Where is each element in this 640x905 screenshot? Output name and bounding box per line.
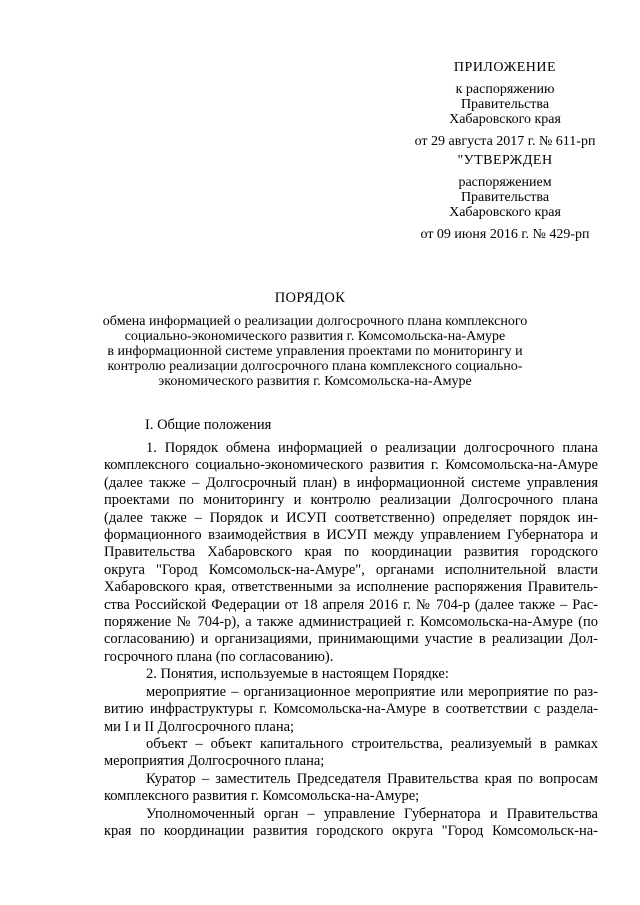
approval-heading: ПРИЛОЖЕНИЕ — [453, 60, 557, 75]
section-heading: I. Общие положения — [145, 417, 272, 433]
body-text — [104, 440, 598, 840]
body-line: согласованию) и организациями, принимающими участие в реализации Дол- — [104, 631, 598, 648]
body-line: проектами по мониторингу и контролю реализации Долгосрочного плана — [104, 492, 598, 509]
approved-line: распоряжением — [458, 175, 552, 190]
body-line: округа "Город Комсомольск-на-Амуре", органами исполнительной власти — [104, 561, 598, 578]
body-line: Уполномоченный орган – управление Губернатора и Правительства — [146, 805, 598, 822]
subtitle-line: социально-экономического развития г. Комсомольска-на-Амуре — [124, 329, 506, 344]
body-line: (далее также – Порядок и ИСУП соответственно) определяет порядок ин- — [104, 509, 598, 526]
approval-line: Хабаровского края — [449, 112, 561, 127]
body-line: витию инфраструктуры г. Комсомольска-на-Амуре в соответствии с раздела- — [104, 701, 598, 718]
document-subtitle — [95, 314, 535, 389]
approval-line: Правительства — [460, 97, 550, 112]
approved-line: Хабаровского края — [449, 205, 561, 220]
approval-block — [405, 60, 605, 149]
document-title: ПОРЯДОК — [274, 290, 346, 306]
subtitle-line: в информационной системе управления проектами по мониторингу и — [107, 344, 523, 359]
body-line: 1. Порядок обмена информацией о реализации долгосрочного плана — [146, 440, 598, 456]
body-line: комплексного развития г. Комсомольска-на-Амуре; — [104, 788, 420, 805]
body-line: госрочного плана (по согласованию). — [104, 648, 334, 665]
body-line: Куратор – заместитель Председателя Правительства края по вопросам — [146, 770, 598, 787]
approved-line: Правительства — [460, 190, 550, 205]
body-line: объект – объект капитального строительства, реализуемый в рамках — [146, 735, 598, 752]
body-line: поряжение № 704-р), а также администрацией г. Комсомольска-на-Амуре (по — [104, 614, 598, 631]
approval-date: от 29 августа 2017 г. № 611-рп — [414, 134, 596, 149]
body-line: (далее также – Долгосрочный план) в информационной системе управления — [104, 474, 598, 491]
subtitle-line: обмена информацией о реализации долгосрочного плана комплексного — [102, 314, 528, 329]
body-line: Правительства Хабаровского края по координации развития городского — [104, 544, 598, 561]
body-line: комплексного социально-экономического развития г. Комсомольска-на-Амуре — [104, 457, 598, 474]
approved-block — [405, 153, 605, 242]
subtitle-line: контролю реализации долгосрочного плана комплексного социально- — [107, 359, 523, 374]
approval-line: к распоряжению — [455, 82, 555, 97]
approved-heading: "УТВЕРЖДЕН — [457, 153, 553, 168]
subtitle-line: экономического развития г. Комсомольска-на-Амуре — [158, 374, 472, 389]
body-line: мероприятия Долгосрочного плана; — [104, 753, 325, 770]
body-line: Хабаровского края, ответственными за исполнение распоряжения Правитель- — [104, 579, 598, 596]
approved-date: от 09 июня 2016 г. № 429-рп — [420, 227, 590, 242]
body-line: формационного взаимодействия в ИСУП между управлением Губернатора и — [104, 527, 598, 544]
body-line: 2. Понятия, используемые в настоящем Порядке: — [146, 666, 449, 683]
body-line: края по координации развития городского округа "Город Комсомольск-на- — [104, 822, 598, 839]
body-line: ства Российской Федерации от 18 апреля 2016 г. № 704-р (далее также – Рас- — [104, 596, 598, 613]
body-line: мероприятие – организационное мероприятие или мероприятие по раз- — [146, 683, 598, 700]
body-line: ми I и II Долгосрочного плана; — [104, 718, 295, 735]
